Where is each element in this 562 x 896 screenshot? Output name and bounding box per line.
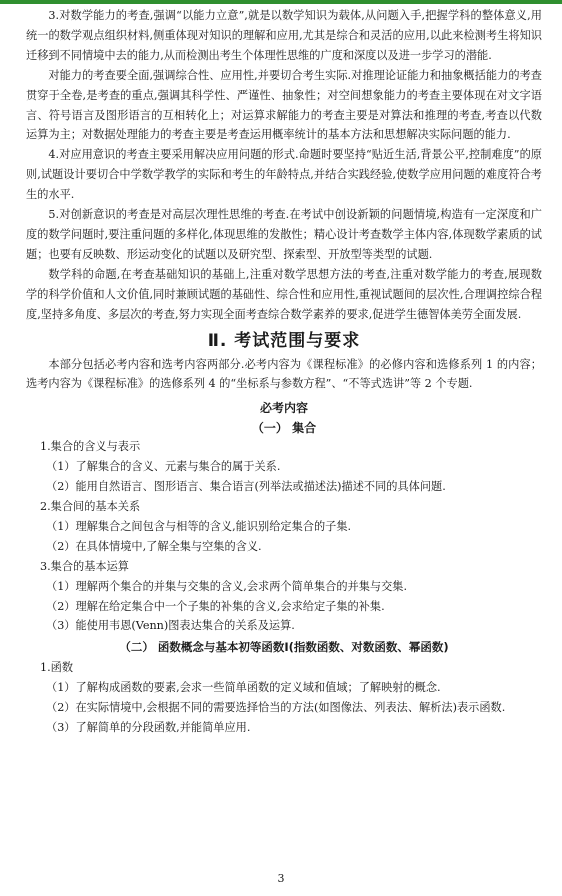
paragraph-math-ability: 3.对数学能力的考查,强调“以能力立意”,就是以数学知识为载体,从问题入手,把握学科的整体意义,用统一的数学观点组织材料,侧重体现对知识的理解和应用,尤其是综合和灵活的应用,以此来检测考生将知识迁移到不同情境中去的能力,从而检测出考生个体理性思维的广度和深度以及进一步学习的潜能.: [26, 9, 542, 62]
subsection-set-relations: 2.集合间的基本关系: [40, 500, 141, 514]
page-number: 3: [277, 872, 285, 885]
list-item: （3）能使用韦恩(Venn)图表达集合的关系及运算.: [46, 619, 295, 633]
document-page: [26, 6, 542, 738]
list-item: （2）在实际情境中,会根据不同的需要选择恰当的方法(如图像法、列表法、解析法)表示函数.: [46, 701, 506, 715]
subsection-set-operations: 3.集合的基本运算: [40, 559, 129, 573]
list-item: （1）理解集合之间包含与相等的含义,能识别给定集合的子集.: [46, 519, 352, 533]
top-accent-bar: [0, 0, 562, 4]
list-item: （1）了解构成函数的要素,会求一些简单函数的定义域和值域；了解映射的概念.: [46, 681, 441, 695]
list-item: （1）了解集合的含义、元素与集合的属于关系.: [46, 460, 281, 474]
paragraph-proposition: 数学科的命题,在考查基础知识的基础上,注重对数学思想方法的考查,注重对数学能力的考查,展现数学的科学价值和人文价值,同时兼顾试题的基础性、综合性和应用性,重视试题间的层次性,合理调控综合程度,坚持多角度、多层次的考查,努力实现全面考查综合数学素养的要求,促进学生德智体美劳全面发展.: [26, 267, 542, 321]
paragraph-innovation: 5.对创新意识的考查是对高层次理性思维的考查.在考试中创设新颖的问题情境,构造有一定深度和广度的数学问题时,要注重问题的多样化,体现思维的发散性；精心设计考查数学主体内容,体现数学素质的试题；也要有反映数、形运动变化的试题以及研究型、探索型、开放型等类型的试题.: [26, 208, 542, 261]
list-item: （1）理解两个集合的并集与交集的含义,会求两个简单集合的并集与交集.: [46, 579, 408, 593]
subsection-functions: 1.函数: [40, 661, 74, 675]
list-item: （2）在具体情境中,了解全集与空集的含义.: [46, 539, 262, 553]
section-title: Ⅱ. 考试范围与要求: [207, 330, 361, 351]
subsection-set-meaning: 1.集合的含义与表示: [40, 440, 141, 454]
section-intro: 本部分包括必考内容和选考内容两部分.必考内容为《课程标准》的必修内容和选修系列 1 的内容；选考内容为《课程标准》的选修系列 4 的“坐标系与参数方程”、“不等式选讲”等 2 个专题.: [26, 357, 542, 391]
paragraph-application: 4.对应用意识的考查主要采用解决应用问题的形式.命题时要坚持“贴近生活,背景公平,控制难度”的原则,试题设计要切合中学数学教学的实际和考生的年龄特点,并结合实践经验,使数学应用问题的难度符合考生的水平.: [26, 148, 542, 202]
list-item: （3）了解简单的分段函数,并能简单应用.: [46, 721, 251, 735]
list-item: （2）能用自然语言、图形语言、集合语言(列举法或描述法)描述不同的具体问题.: [46, 480, 446, 494]
list-item: （2）理解在给定集合中一个子集的补集的含义,会求给定子集的补集.: [46, 599, 385, 613]
part-sets-heading: （一） 集合: [251, 421, 317, 436]
part-functions-heading: （二） 函数概念与基本初等函数Ⅰ(指数函数、对数函数、幂函数): [119, 640, 449, 655]
required-content-heading: 必考内容: [259, 401, 308, 416]
paragraph-ability-assessment: 对能力的考查要全面,强调综合性、应用性,并要切合考生实际.对推理论证能力和抽象概括能力的考查贯穿于全卷,是考查的重点,强调其科学性、严谨性、抽象性；对空间想象能力的考查主要体现在对文字语言、符号语言及图形语言的互相转化上；对运算求解能力的考查主要是对算法和推理的考查,考查以代数运算为主；对数据处理能力的考查主要是考查运用概率统计的基本方法和思想解决实际问题的能力.: [26, 68, 542, 142]
